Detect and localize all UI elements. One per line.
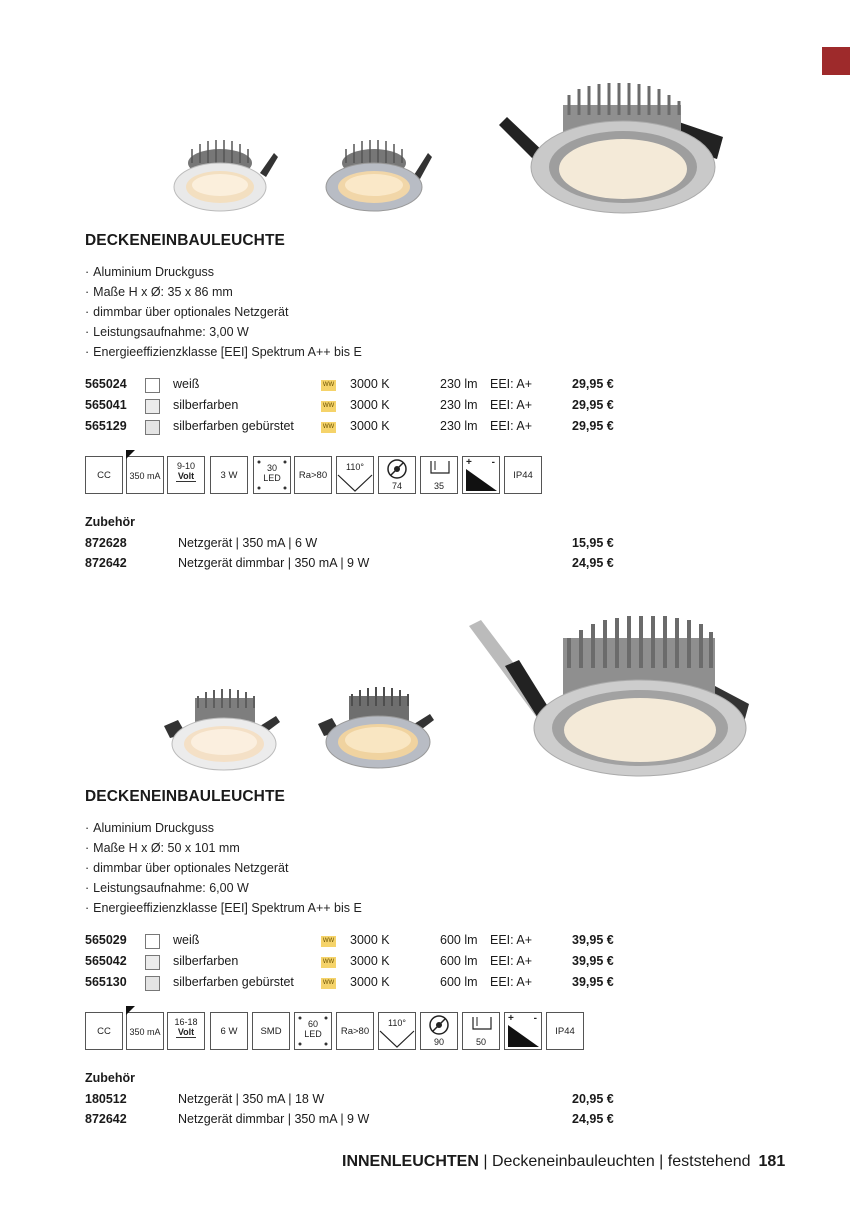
- product-table: [85, 933, 625, 996]
- accessory-description: Netzgerät | 350 mA | 6 W: [178, 536, 318, 550]
- color-temperature: 3000 K: [350, 954, 390, 968]
- article-number: 565042: [85, 954, 127, 968]
- footer-subcategory: Deckeneinbauleuchten: [491, 1153, 655, 1170]
- footer-separator: |: [478, 1153, 492, 1170]
- accessories-heading: Zubehör: [85, 515, 135, 529]
- color-swatch: [145, 934, 160, 949]
- voltage-icon: 9-10 Volt: [167, 456, 205, 494]
- feature-energy-class: · Energieeffizienzklasse [EEI] Spektrum A++ bis E: [85, 898, 362, 918]
- accessory-row: [85, 1112, 625, 1132]
- feature-dimmable: · dimmbar über optionales Netzgerät: [85, 858, 362, 878]
- color-swatch: [145, 399, 160, 414]
- color-swatch: [145, 955, 160, 970]
- accessory-description: Netzgerät | 350 mA | 18 W: [178, 1092, 325, 1106]
- product-row: [85, 975, 625, 996]
- current-icon: 350 mA: [126, 456, 164, 494]
- accessory-article: 872642: [85, 1112, 127, 1126]
- wattage-icon: 6 W: [210, 1012, 248, 1050]
- energy-class: EEI: A+: [490, 933, 533, 947]
- feature-dimmable: · dimmbar über optionales Netzgerät: [85, 302, 362, 322]
- dimmable-icon: + -: [462, 456, 500, 494]
- color-name: silberfarben: [173, 954, 239, 968]
- article-number: 565041: [85, 398, 127, 412]
- page-number: 181: [758, 1153, 786, 1170]
- feature-list: [85, 262, 362, 362]
- article-number: 565029: [85, 933, 127, 947]
- feature-power: · Leistungsaufnahme: 3,00 W: [85, 322, 362, 342]
- color-name: silberfarben: [173, 398, 239, 412]
- product-photo-white-small: [170, 135, 280, 215]
- price: 39,95 €: [572, 954, 614, 968]
- energy-class: EEI: A+: [490, 419, 533, 433]
- section-color-tab: [822, 47, 850, 75]
- warm-white-badge: WW: [321, 978, 336, 989]
- ip-rating-icon: IP44: [504, 456, 542, 494]
- accessory-row: [85, 556, 625, 576]
- article-number: 565129: [85, 419, 127, 433]
- footer-type: feststehend: [667, 1153, 751, 1170]
- accessory-row: [85, 1092, 625, 1112]
- color-temperature: 3000 K: [350, 419, 390, 433]
- warm-white-badge: WW: [321, 957, 336, 968]
- feature-list: [85, 818, 362, 918]
- led-count-icon: 60 LED: [294, 1012, 332, 1050]
- wattage-icon: 3 W: [210, 456, 248, 494]
- color-swatch: [145, 378, 160, 393]
- dimmable-icon: + -: [504, 1012, 542, 1050]
- constant-current-icon: CC: [85, 1012, 123, 1050]
- color-swatch: [145, 976, 160, 991]
- footer-separator: |: [654, 1153, 668, 1170]
- feature-dimensions: · Maße H x Ø: 50 x 101 mm: [85, 838, 362, 858]
- accessory-article: 872628: [85, 536, 127, 550]
- feature-material: · Aluminium Druckguss: [85, 818, 362, 838]
- warm-white-badge: WW: [321, 936, 336, 947]
- feature-dimensions: · Maße H x Ø: 35 x 86 mm: [85, 282, 362, 302]
- price: 39,95 €: [572, 933, 614, 947]
- luminous-flux: 230 lm: [440, 377, 478, 391]
- price: 29,95 €: [572, 377, 614, 391]
- accessory-description: Netzgerät dimmbar | 350 mA | 9 W: [178, 556, 370, 570]
- warm-white-badge: WW: [321, 401, 336, 412]
- beam-angle-icon: 110°: [336, 456, 374, 494]
- accessory-article: 180512: [85, 1092, 127, 1106]
- warm-white-badge: WW: [321, 422, 336, 433]
- luminous-flux: 600 lm: [440, 933, 478, 947]
- feature-power: · Leistungsaufnahme: 6,00 W: [85, 878, 362, 898]
- accessory-article: 872642: [85, 556, 127, 570]
- product-photo-brushed-large: [465, 608, 765, 778]
- accessory-price: 24,95 €: [572, 1112, 614, 1126]
- energy-class: EEI: A+: [490, 398, 533, 412]
- led-count-icon: 30 LED: [253, 456, 291, 494]
- product-photo-silver-small: [322, 135, 437, 215]
- color-name: weiß: [173, 377, 200, 391]
- cutout-diameter-icon: 74: [378, 456, 416, 494]
- color-temperature: 3000 K: [350, 975, 390, 989]
- feature-energy-class: · Energieeffizienzklasse [EEI] Spektrum A++ bis E: [85, 342, 362, 362]
- smd-icon: SMD: [252, 1012, 290, 1050]
- cri-icon: Ra>80: [336, 1012, 374, 1050]
- product-row: [85, 377, 625, 398]
- price: 29,95 €: [572, 398, 614, 412]
- product-photo-brushed-large: [495, 75, 735, 215]
- accessory-price: 24,95 €: [572, 556, 614, 570]
- warm-white-badge: WW: [321, 380, 336, 391]
- feature-material: · Aluminium Druckguss: [85, 262, 362, 282]
- article-number: 565024: [85, 377, 127, 391]
- product-table: [85, 377, 625, 440]
- accessory-description: Netzgerät dimmbar | 350 mA | 9 W: [178, 1112, 370, 1126]
- product-row: [85, 933, 625, 954]
- luminous-flux: 600 lm: [440, 954, 478, 968]
- luminous-flux: 230 lm: [440, 398, 478, 412]
- color-name: weiß: [173, 933, 200, 947]
- product-row: [85, 419, 625, 440]
- energy-class: EEI: A+: [490, 377, 533, 391]
- article-number: 565130: [85, 975, 127, 989]
- installation-depth-icon: 35: [420, 456, 458, 494]
- voltage-icon: 16-18 Volt: [167, 1012, 205, 1050]
- luminous-flux: 600 lm: [440, 975, 478, 989]
- section-title: DECKENEINBAULEUCHTE: [85, 788, 285, 805]
- ip-rating-icon: IP44: [546, 1012, 584, 1050]
- page-footer: [342, 1153, 785, 1171]
- section-title: DECKENEINBAULEUCHTE: [85, 232, 285, 249]
- product-row: [85, 954, 625, 975]
- product-row: [85, 398, 625, 419]
- accessory-price: 15,95 €: [572, 536, 614, 550]
- energy-class: EEI: A+: [490, 954, 533, 968]
- price: 39,95 €: [572, 975, 614, 989]
- footer-category: INNENLEUCHTEN: [342, 1153, 479, 1170]
- product-photo-silver-small: [314, 684, 439, 774]
- accessory-price: 20,95 €: [572, 1092, 614, 1106]
- color-name: silberfarben gebürstet: [173, 975, 294, 989]
- price: 29,95 €: [572, 419, 614, 433]
- color-name: silberfarben gebürstet: [173, 419, 294, 433]
- constant-current-icon: CC: [85, 456, 123, 494]
- color-swatch: [145, 420, 160, 435]
- current-icon: 350 mA: [126, 1012, 164, 1050]
- cri-icon: Ra>80: [294, 456, 332, 494]
- accessory-row: [85, 536, 625, 556]
- energy-class: EEI: A+: [490, 975, 533, 989]
- luminous-flux: 230 lm: [440, 419, 478, 433]
- color-temperature: 3000 K: [350, 398, 390, 412]
- accessories-heading: Zubehör: [85, 1071, 135, 1085]
- product-photo-white-small: [160, 686, 285, 776]
- installation-depth-icon: 50: [462, 1012, 500, 1050]
- color-temperature: 3000 K: [350, 377, 390, 391]
- color-temperature: 3000 K: [350, 933, 390, 947]
- cutout-diameter-icon: 90: [420, 1012, 458, 1050]
- beam-angle-icon: 110°: [378, 1012, 416, 1050]
